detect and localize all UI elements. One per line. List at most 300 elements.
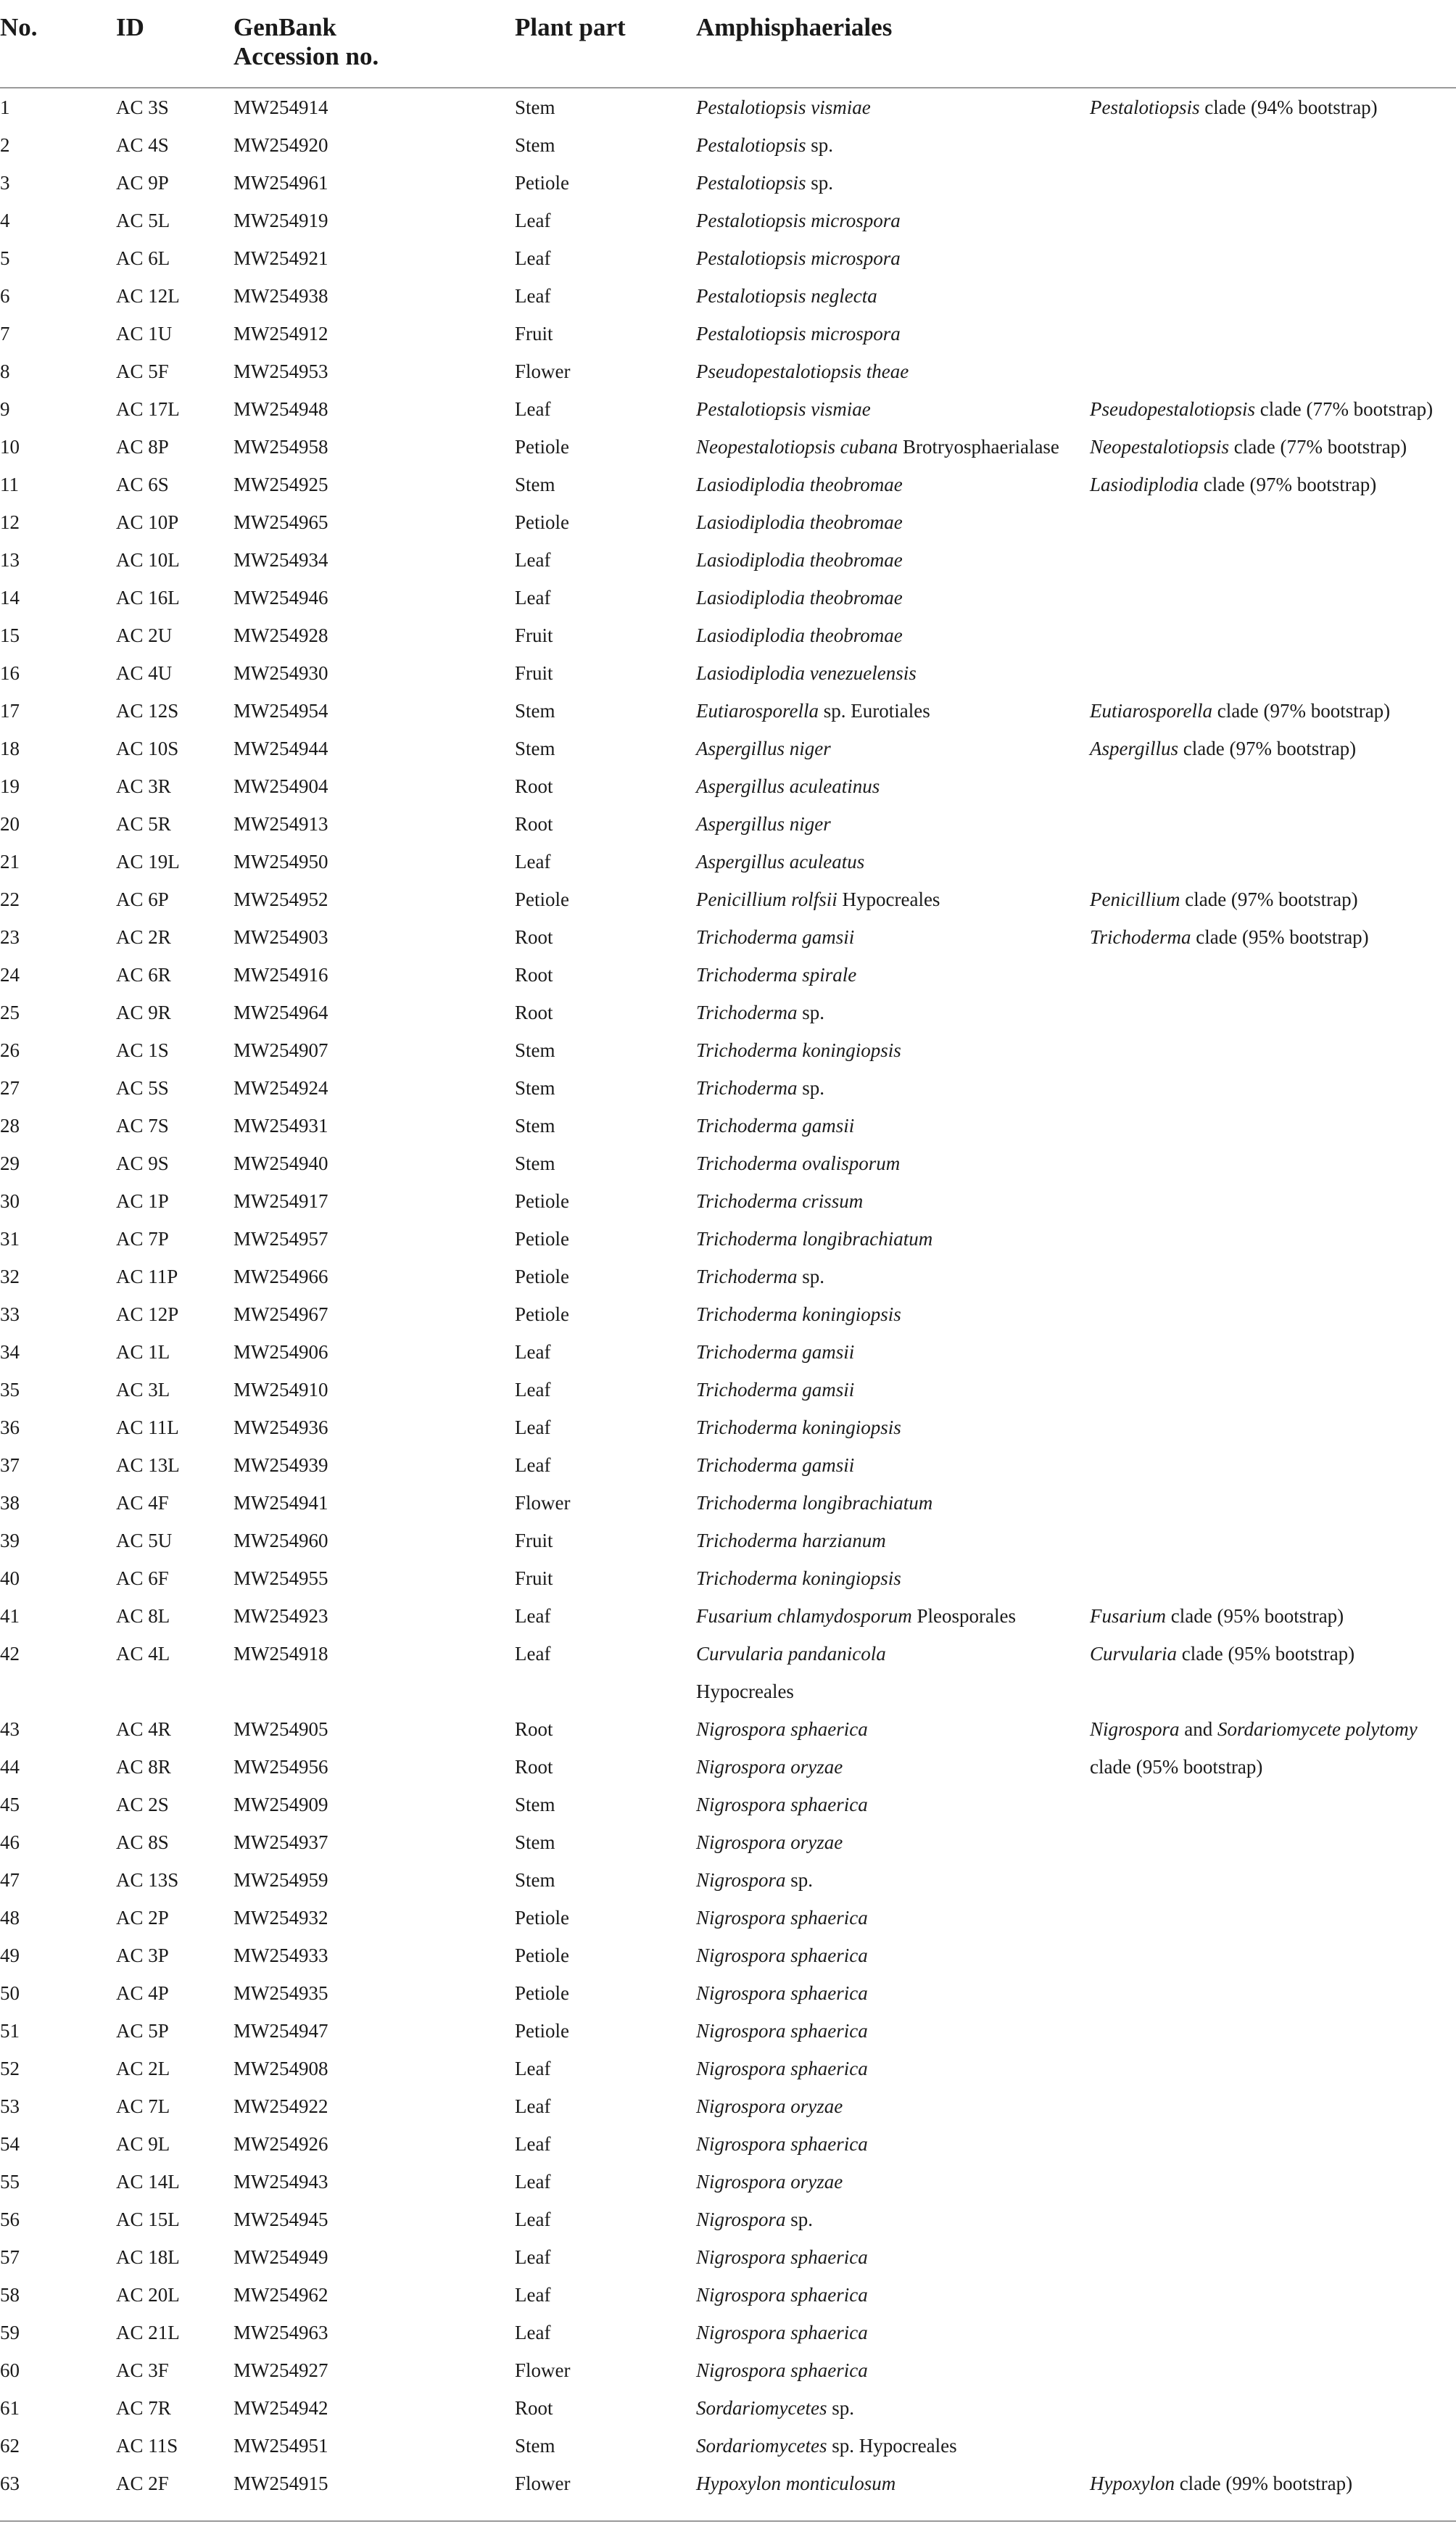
cell-no: 3 [0,172,10,194]
table-row [0,1899,1456,1937]
cell-id: AC 4P [116,1982,169,2004]
header-accession [233,13,379,71]
cell-clade [1090,428,1407,466]
cell-no: 33 [0,1303,20,1325]
species-suffix: sp. [797,1002,825,1023]
table-row [0,1861,1456,1899]
cell-species [696,1371,854,1409]
cell-no: 58 [0,2284,20,2306]
cell-plant-part: Stem [515,2435,555,2457]
cell-no: 22 [0,888,20,910]
species-name: Trichoderma [696,1266,798,1287]
cell-clade [1090,1597,1344,1635]
cell-accession: MW254957 [233,1228,328,1250]
clade-genus: Trichoderma [1090,926,1191,948]
cell-accession: MW254934 [233,549,328,571]
cell-species [696,1748,843,1786]
header-order: Amphisphaeriales [696,13,893,41]
cell-id: AC 2S [116,1794,169,1815]
cell-accession: MW254921 [233,247,328,269]
cell-id: AC 7P [116,1228,169,1250]
table-row [0,1937,1456,1974]
cell-accession: MW254914 [233,96,328,118]
species-name: Trichoderma [696,1077,798,1099]
species-name: Eutiarosporella [696,700,819,722]
cell-id: AC 12P [116,1303,179,1325]
table-row [0,654,1456,692]
cell-species [696,1145,900,1182]
cell-plant-part: Leaf [515,285,551,307]
cell-plant-part: Flower [515,2473,571,2494]
cell-species [696,1069,824,1107]
clade-genus: Curvularia [1090,1643,1178,1665]
table-row [0,126,1456,164]
cell-accession: MW254964 [233,1002,328,1023]
species-name: Trichoderma gamsii [696,1379,855,1401]
cell-no: 38 [0,1492,20,1514]
cell-no: 28 [0,1115,20,1137]
cell-species [696,2389,854,2427]
table-row [0,956,1456,994]
cell-plant-part: Root [515,1002,553,1023]
cell-species [696,1710,868,1748]
species-name: Pestalotiopsis microspora [696,323,901,345]
cell-id: AC 11P [116,1266,178,1287]
species-name: Nigrospora sphaerica [696,2133,868,2155]
cell-id: AC 8P [116,436,169,458]
table-row [0,466,1456,503]
table-row [0,2276,1456,2314]
cell-accession: MW254930 [233,662,328,684]
species-name: Trichoderma gamsii [696,1341,855,1363]
species-name: Aspergillus aculeatinus [696,775,880,797]
cell-plant-part: Leaf [515,1605,551,1627]
species-name: Nigrospora [696,1869,786,1891]
clade-genus: Aspergillus [1090,738,1179,759]
cell-plant-part: Petiole [515,2020,569,2042]
cell-accession: MW254962 [233,2284,328,2306]
table-row [0,541,1456,579]
cell-plant-part: Leaf [515,1454,551,1476]
cell-no: 59 [0,2322,20,2343]
species-name: Nigrospora sphaerica [696,1982,868,2004]
cell-plant-part: Petiole [515,1190,569,1212]
species-name: Trichoderma harzianum [696,1530,886,1551]
cell-species [696,1295,901,1333]
cell-no: 4 [0,210,10,231]
order-label: Brotryosphaerialase [898,436,1059,458]
cell-accession: MW254938 [233,285,328,307]
clade-genus-2: Sordariomycete polytomy [1217,1718,1418,1740]
cell-no: 9 [0,398,10,420]
cell-id: AC 18L [116,2246,180,2268]
table-row [0,1182,1456,1220]
species-name: Trichoderma gamsii [696,1454,855,1476]
cell-id: AC 3P [116,1945,169,1966]
cell-plant-part: Leaf [515,2284,551,2306]
cell-species [696,541,903,579]
cell-species [696,730,831,767]
cell-plant-part: Stem [515,96,555,118]
cell-plant-part: Stem [515,1831,555,1853]
cell-species [696,2465,895,2502]
species-name: Nigrospora sphaerica [696,2359,868,2381]
table-header [0,0,1456,88]
cell-accession: MW254963 [233,2322,328,2343]
cell-no: 43 [0,1718,20,1740]
cell-plant-part: Flower [515,1492,571,1514]
cell-accession: MW254951 [233,2435,328,2457]
cell-no: 7 [0,323,10,345]
cell-accession: MW254927 [233,2359,328,2381]
species-name: Penicillium rolfsii [696,888,837,910]
table-row [0,2201,1456,2238]
header-accession-line1: GenBank [233,13,336,41]
cell-no: 52 [0,2058,20,2079]
cell-accession: MW254904 [233,775,328,797]
cell-species [696,1107,854,1145]
cell-accession: MW254947 [233,2020,328,2042]
cell-plant-part: Leaf [515,2058,551,2079]
cell-accession: MW254959 [233,1869,328,1891]
cell-plant-part: Fruit [515,1567,553,1589]
cell-no: 1 [0,96,10,118]
species-name: Sordariomycetes [696,2435,827,2457]
species-name: Trichoderma spirale [696,964,857,986]
cell-id: AC 6S [116,474,169,495]
cell-species [696,1974,868,2012]
cell-id: AC 9P [116,172,169,194]
cell-species [696,2125,868,2163]
table-row [0,2087,1456,2125]
cell-species [696,994,824,1031]
cell-plant-part: Leaf [515,1643,551,1665]
cell-plant-part: Root [515,775,553,797]
clade-text: clade (77% bootstrap) [1229,436,1407,458]
cell-species [696,503,903,541]
table-row [0,315,1456,352]
clade-text: clade (99% bootstrap) [1174,2473,1353,2494]
cell-plant-part: Stem [515,1115,555,1137]
order-label: Hypocreales [696,1681,794,1702]
cell-accession: MW254949 [233,2246,328,2268]
cell-id: AC 10P [116,511,179,533]
cell-species [696,1937,868,1974]
table-row [0,428,1456,466]
cell-species [696,1861,813,1899]
cell-id: AC 5R [116,813,171,835]
cell-species [696,277,877,315]
cell-id: AC 5S [116,1077,169,1099]
table-row [0,503,1456,541]
cell-accession: MW254924 [233,1077,328,1099]
species-name: Pestalotiopsis [696,172,806,194]
cell-accession: MW254955 [233,1567,328,1589]
table-row [0,2314,1456,2351]
cell-clade [1090,466,1376,503]
cell-plant-part: Leaf [515,2095,551,2117]
header-id: ID [116,13,144,41]
cell-species [696,881,940,918]
table-row [0,2163,1456,2201]
cell-plant-part: Stem [515,1794,555,1815]
cell-no: 50 [0,1982,20,2004]
table-row [0,1295,1456,1333]
table-row [0,2427,1456,2465]
cell-accession: MW254946 [233,587,328,609]
cell-clade [1090,918,1369,956]
cell-accession: MW254917 [233,1190,328,1212]
species-name: Nigrospora sphaerica [696,2322,868,2343]
cell-id: AC 10L [116,549,180,571]
cell-plant-part: Leaf [515,2133,551,2155]
cell-species [696,466,903,503]
cell-no: 25 [0,1002,20,1023]
table-row [0,1107,1456,1145]
species-name: Lasiodiplodia theobromae [696,624,903,646]
species-name: Lasiodiplodia theobromae [696,511,903,533]
cell-clade [1090,1748,1262,1786]
cell-plant-part: Root [515,2397,553,2419]
cell-species [696,692,930,730]
cell-species [696,2351,868,2389]
cell-id: AC 6L [116,247,170,269]
cell-plant-part: Leaf [515,587,551,609]
species-name: Nigrospora sphaerica [696,2284,868,2306]
cell-accession: MW254910 [233,1379,328,1401]
species-name: Nigrospora sphaerica [696,1907,868,1929]
cell-species [696,1899,868,1937]
cell-plant-part: Leaf [515,210,551,231]
species-name: Lasiodiplodia venezuelensis [696,662,917,684]
cell-id: AC 4S [116,134,169,156]
cell-plant-part: Stem [515,738,555,759]
species-name: Aspergillus aculeatus [696,851,865,873]
cell-no: 6 [0,285,10,307]
table-row [0,1559,1456,1597]
cell-no: 16 [0,662,20,684]
cell-no: 63 [0,2473,20,2494]
cell-no: 23 [0,926,20,948]
cell-id: AC 16L [116,587,180,609]
species-name: Hypoxylon monticulosum [696,2473,896,2494]
cell-id: AC 5F [116,360,169,382]
cell-accession: MW254912 [233,323,328,345]
cell-accession: MW254966 [233,1266,328,1287]
cell-clade [1090,1710,1418,1748]
species-name: Trichoderma gamsii [696,926,855,948]
cell-id: AC 7L [116,2095,170,2117]
cell-no: 57 [0,2246,20,2268]
cell-species [696,843,864,881]
cell-no: 42 [0,1643,20,1665]
clade-genus: Pseudopestalotiopsis [1090,398,1255,420]
cell-id: AC 20L [116,2284,180,2306]
species-name: Lasiodiplodia theobromae [696,474,903,495]
table-row [0,1597,1456,1635]
cell-id: AC 2P [116,1907,169,1929]
cell-accession: MW254954 [233,700,328,722]
cell-accession: MW254916 [233,964,328,986]
cell-accession: MW254937 [233,1831,328,1853]
cell-plant-part: Stem [515,474,555,495]
species-suffix: sp. [806,134,834,156]
cell-id: AC 1S [116,1039,169,1061]
cell-no: 31 [0,1228,20,1250]
species-name: Nigrospora sphaerica [696,1794,868,1815]
cell-id: AC 9R [116,1002,171,1023]
species-name: Nigrospora sphaerica [696,2058,868,2079]
cell-id: AC 3S [116,96,169,118]
cell-species [696,2238,868,2276]
cell-accession: MW254907 [233,1039,328,1061]
cell-id: AC 11L [116,1416,179,1438]
cell-plant-part: Root [515,1718,553,1740]
cell-accession: MW254933 [233,1945,328,1966]
species-name: Nigrospora oryzae [696,2171,843,2193]
table-row [0,239,1456,277]
table-row [0,1748,1456,1786]
cell-no: 62 [0,2435,20,2457]
cell-clade [1090,2465,1352,2502]
cell-accession: MW254935 [233,1982,328,2004]
cell-id: AC 11S [116,2435,178,2457]
cell-species [696,202,901,239]
cell-plant-part: Leaf [515,247,551,269]
cell-accession: MW254928 [233,624,328,646]
table-row [0,767,1456,805]
cell-no: 35 [0,1379,20,1401]
cell-plant-part: Petiole [515,888,569,910]
cell-plant-part: Leaf [515,1379,551,1401]
cell-accession: MW254926 [233,2133,328,2155]
cell-species [696,2087,843,2125]
cell-species [696,315,901,352]
species-name: Trichoderma koningiopsis [696,1039,901,1061]
cell-accession: MW254953 [233,360,328,382]
table-row [0,1409,1456,1446]
cell-no: 40 [0,1567,20,1589]
table-row [0,1974,1456,2012]
clade-text: clade (97% bootstrap) [1199,474,1377,495]
cell-plant-part: Stem [515,1869,555,1891]
cell-no: 54 [0,2133,20,2155]
cell-plant-part: Root [515,926,553,948]
cell-accession: MW254952 [233,888,328,910]
cell-no: 51 [0,2020,20,2042]
cell-species [696,2276,868,2314]
table-row [0,918,1456,956]
table-row [0,2389,1456,2427]
cell-id: AC 1U [116,323,173,345]
cell-id: AC 5L [116,210,170,231]
cell-id: AC 3R [116,775,171,797]
clade-genus: Fusarium [1090,1605,1167,1627]
cell-no: 37 [0,1454,20,1476]
cell-id: AC 3F [116,2359,169,2381]
cell-species [696,164,833,202]
cell-accession: MW254941 [233,1492,328,1514]
cell-id: AC 13S [116,1869,179,1891]
species-name: Curvularia pandanicola [696,1643,886,1665]
cell-accession: MW254948 [233,398,328,420]
cell-plant-part: Stem [515,134,555,156]
cell-plant-part: Petiole [515,511,569,533]
cell-species [696,2163,843,2201]
header-plant-part: Plant part [515,13,626,41]
order-label: Hypocreales [837,888,940,910]
species-name: Nigrospora oryzae [696,2095,843,2117]
species-suffix: sp. [785,1869,814,1891]
clade-text: and [1179,1718,1218,1740]
cell-id: AC 7R [116,2397,171,2419]
cell-species [696,956,856,994]
cell-species [696,2314,868,2351]
cell-no: 21 [0,851,20,873]
cell-no: 5 [0,247,10,269]
cell-plant-part: Petiole [515,172,569,194]
cell-accession: MW254925 [233,474,328,495]
table-row [0,2351,1456,2389]
cell-species [696,616,903,654]
table-row [0,1371,1456,1409]
species-name: Nigrospora sphaerica [696,1945,868,1966]
cell-id: AC 4U [116,662,173,684]
cell-no: 10 [0,436,20,458]
species-name: Pestalotiopsis microspora [696,210,901,231]
cell-id: AC 21L [116,2322,180,2343]
cell-plant-part: Leaf [515,2209,551,2230]
cell-accession: MW254943 [233,2171,328,2193]
cell-accession: MW254918 [233,1643,328,1665]
cell-no: 49 [0,1945,20,1966]
cell-plant-part: Flower [515,2359,571,2381]
cell-accession: MW254908 [233,2058,328,2079]
table-row [0,843,1456,881]
species-name: Pestalotiopsis vismiae [696,398,871,420]
clade-genus: Nigrospora [1090,1718,1180,1740]
cell-species [696,126,833,164]
cell-no: 32 [0,1266,20,1287]
table-row [0,202,1456,239]
cell-accession: MW254932 [233,1907,328,1929]
cell-species [696,654,917,692]
cell-id: AC 14L [116,2171,180,2193]
cell-id: AC 4L [116,1643,170,1665]
cell-plant-part: Stem [515,700,555,722]
cell-species [696,1597,1016,1635]
cell-plant-part: Leaf [515,2171,551,2193]
cell-species [696,352,909,390]
cell-clade [1090,692,1390,730]
cell-plant-part: Petiole [515,1303,569,1325]
cell-id: AC 12L [116,285,180,307]
species-name: Nigrospora oryzae [696,1756,843,1778]
cell-accession: MW254958 [233,436,328,458]
cell-plant-part: Leaf [515,549,551,571]
table-body [0,88,1456,2502]
cell-no: 29 [0,1152,20,1174]
cell-species [696,805,831,843]
species-name: Trichoderma koningiopsis [696,1567,901,1589]
table-row [0,1522,1456,1559]
species-name: Trichoderma longibrachiatum [696,1228,933,1250]
cell-accession: MW254919 [233,210,328,231]
table-row [0,1710,1456,1748]
cell-id: AC 6R [116,964,171,986]
species-name: Pestalotiopsis neglecta [696,285,877,307]
table-row [0,1220,1456,1258]
